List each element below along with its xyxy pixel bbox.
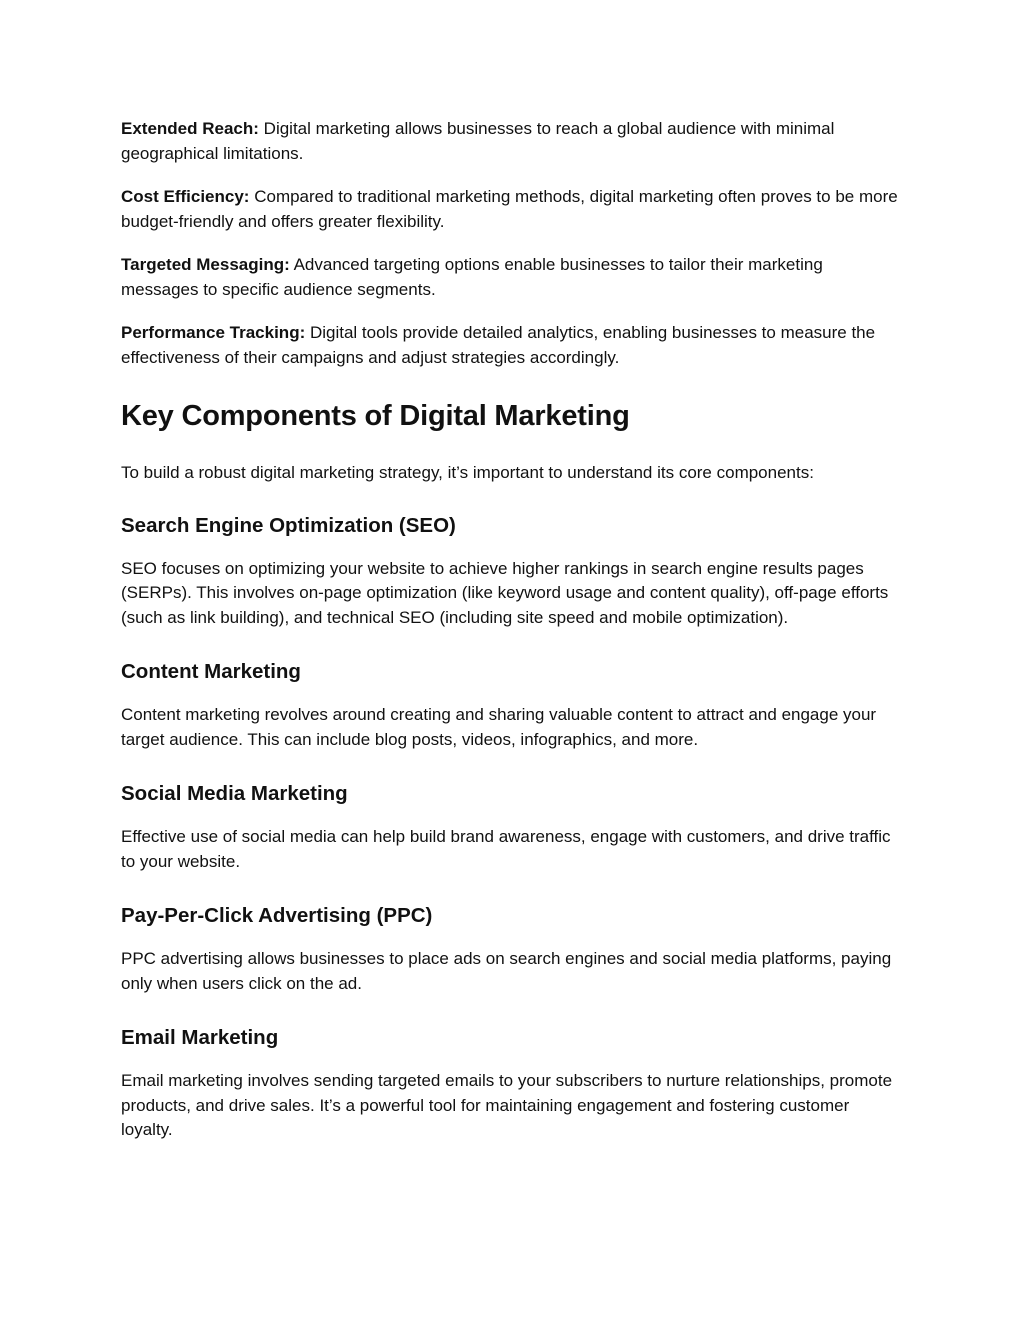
section-body: Effective use of social media can help build brand awareness, engage with customers, and drive traffic to your website. <box>121 827 891 871</box>
benefit-extended-reach <box>121 117 901 166</box>
benefit-targeted-messaging <box>121 253 901 302</box>
section-title: Pay-Per-Click Advertising (PPC) <box>121 904 433 927</box>
document-page <box>121 117 901 1172</box>
benefit-text: Advanced targeting options enable businesses to tailor their marketing messages to specific audience segments. <box>121 255 823 299</box>
benefit-performance-tracking <box>121 321 901 370</box>
section-title: Content Marketing <box>121 660 301 683</box>
section-title: Email Marketing <box>121 1026 279 1049</box>
section-content-marketing <box>121 659 901 752</box>
section-title: Search Engine Optimization (SEO) <box>121 513 456 537</box>
section-seo <box>121 513 901 631</box>
benefit-term: Targeted Messaging: <box>121 255 290 274</box>
section-body: Email marketing involves sending targeted emails to your subscribers to nurture relationships, promote products, and drive sales. It’s a powerful tool for maintaining engagement and fostering customer loyalty. <box>121 1071 893 1139</box>
section-body: Content marketing revolves around creating and sharing valuable content to attract and engage your target audience. This can include blog posts, videos, infographics, and more. <box>121 705 877 749</box>
benefit-cost-efficiency <box>121 185 901 234</box>
section-email-marketing <box>121 1025 901 1143</box>
benefit-text: Digital tools provide detailed analytics, enabling businesses to measure the effectiveness of their campaigns and adjust strategies accordingly. <box>121 323 876 367</box>
intro-paragraph: To build a robust digital marketing strategy, it’s important to understand its core components: <box>121 463 814 482</box>
section-body: SEO focuses on optimizing your website to achieve higher rankings in search engine results pages (SERPs). This involves on-page optimization (like keyword usage and content quality), off-page efforts (such as link building), and technical SEO (including site speed and mobile optimization). <box>121 558 889 627</box>
benefit-text: Compared to traditional marketing methods, digital marketing often proves to be more budget-friendly and offers greater flexibility. <box>121 187 898 231</box>
benefit-term: Performance Tracking: <box>121 323 306 342</box>
benefit-text: Digital marketing allows businesses to reach a global audience with minimal geographical limitations. <box>121 119 835 163</box>
benefit-term: Extended Reach: <box>121 119 259 138</box>
benefit-term: Cost Efficiency: <box>121 187 250 206</box>
page-heading: Key Components of Digital Marketing <box>121 400 630 432</box>
section-body: PPC advertising allows businesses to place ads on search engines and social media platforms, paying only when users click on the ad. <box>121 949 892 993</box>
section-title: Social Media Marketing <box>121 782 348 805</box>
section-ppc <box>121 903 901 996</box>
section-social-media-marketing <box>121 781 901 874</box>
